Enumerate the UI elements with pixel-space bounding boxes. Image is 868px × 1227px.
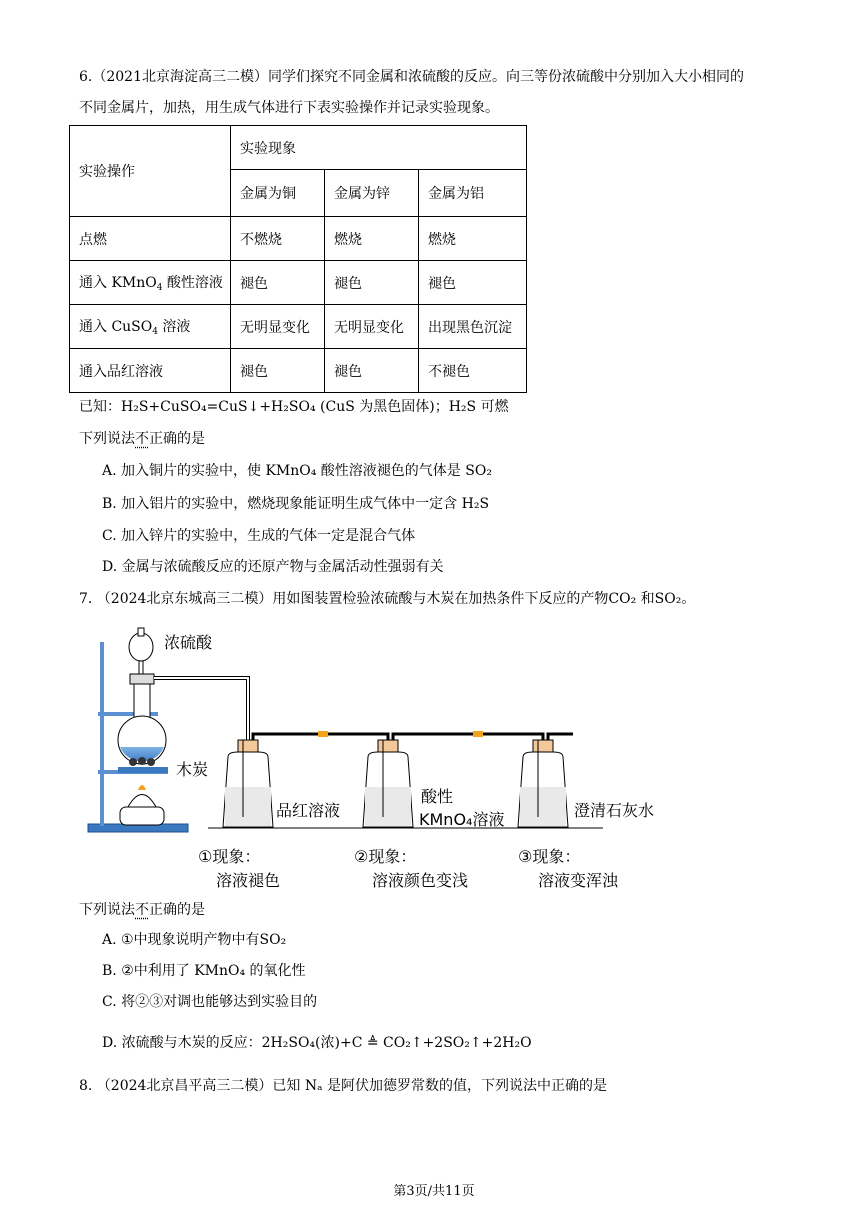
q7-option-c: C. 将②③对调也能够达到实验目的 [102, 994, 318, 1010]
table-cell: 燃烧 [325, 217, 419, 261]
table-cell: 褪色 [231, 261, 325, 305]
bottle-2 [363, 740, 413, 827]
obs3-text: 溶液变浑浊 [538, 871, 619, 890]
obs2-text: 溶液颜色变浅 [372, 871, 469, 890]
q7-option-a: A. ①中现象说明产物中有SO₂ [102, 932, 287, 948]
table-cell: 燃烧 [419, 217, 527, 261]
obs1-text: 溶液褪色 [216, 871, 281, 890]
q6-option-c: C. 加入锌片的实验中，生成的气体一定是混合气体 [102, 528, 416, 544]
table-row [70, 261, 527, 305]
q7-line1: 7. （2024北京东城高三二模）用如图装置检验浓硫酸与木炭在加热条件下反应的产物CO₂ 和SO₂。 [79, 591, 696, 607]
table-cell: 褪色 [419, 261, 527, 305]
q6-stem: 下列说法不正确的是 [79, 431, 205, 447]
op-cell: 通入品红溶液 [70, 349, 231, 393]
table-cell: 无明显变化 [231, 305, 325, 349]
obs2-title: ②现象： [354, 847, 417, 866]
apparatus-figure [78, 612, 678, 897]
op-cell: 通入 CuSO$_4$ 溶液 [70, 305, 231, 349]
table-cell: 不褪色 [419, 349, 527, 393]
phenomenon-header: 实验现象 [231, 126, 527, 170]
q6-line2: 不同金属片，加热，用生成气体进行下表实验操作并记录实验现象。 [79, 100, 499, 116]
q7-stem: 下列说法不正确的是 [79, 902, 205, 918]
table-row [70, 217, 527, 261]
bottle3-label: 澄清石灰水 [574, 801, 655, 820]
q6-option-d: D. 金属与浓硫酸反应的还原产物与金属活动性强弱有关 [102, 559, 444, 575]
bottle2-label-1: 酸性 [421, 787, 454, 806]
table-cell: 不燃烧 [231, 217, 325, 261]
stand-rod [100, 642, 104, 826]
page-footer: 第3页/共11页 [393, 1184, 475, 1199]
acid-label: 浓硫酸 [164, 633, 213, 652]
table-cell: 出现黑色沉淀 [419, 305, 527, 349]
table-cell: 无明显变化 [325, 305, 419, 349]
metal-cu: 金属为铜 [231, 170, 325, 217]
metal-zn: 金属为锌 [325, 170, 419, 217]
bottle-3 [518, 740, 568, 827]
q6-option-a: A. 加入铜片的实验中，使 KMnO₄ 酸性溶液褪色的气体是 SO₂ [102, 463, 492, 479]
metal-al: 金属为铝 [419, 170, 527, 217]
obs3-title: ③现象： [518, 847, 581, 866]
charcoal-label: 木炭 [176, 760, 209, 779]
bottle1-label: 品红溶液 [276, 801, 341, 820]
q6-option-b: B. 加入铝片的实验中，燃烧现象能证明生成气体中一定含 H₂S [102, 496, 490, 512]
table-cell: 褪色 [325, 261, 419, 305]
experiment-table [69, 125, 527, 393]
q6-line1: 6.（2021北京海淀高三二模）同学们探究不同金属和浓硫酸的反应。向三等份浓硫酸中分别加入大小相同的 [79, 69, 744, 85]
table-row [70, 349, 527, 393]
q7-option-d: D. 浓硫酸与木炭的反应：2H₂SO₄(浓)+C ≜ CO₂↑+2SO₂↑+2H₂O [102, 1035, 532, 1051]
bottle2-label-2: KMnO₄溶液 [419, 810, 505, 829]
op-cell: 通入 KMnO$_4$ 酸性溶液 [70, 261, 231, 305]
obs1-title: ①现象： [198, 847, 261, 866]
table-cell: 褪色 [325, 349, 419, 393]
q6-known: 已知：H₂S+CuSO₄=CuS↓+H₂SO₄ (CuS 为黑色固体)；H₂S 可燃 [79, 399, 509, 415]
table-row [70, 305, 527, 349]
table-cell: 褪色 [231, 349, 325, 393]
bottle-1 [223, 740, 273, 827]
op-cell: 点燃 [70, 217, 231, 261]
op-header: 实验操作 [70, 126, 231, 217]
alcohol-lamp [128, 795, 156, 808]
q8-line1: 8. （2024北京昌平高三二模）已知 Nₐ 是阿伏加德罗常数的值，下列说法中正确的是 [79, 1078, 607, 1094]
q7-option-b: B. ②中利用了 KMnO₄ 的氧化性 [102, 963, 306, 979]
